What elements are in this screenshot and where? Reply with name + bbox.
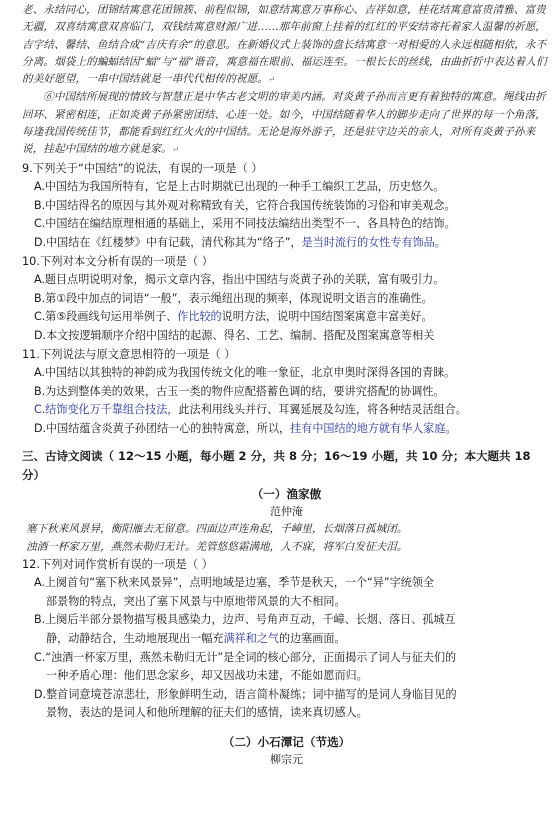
- option-text: 静，动静结合，生动地展现出一幅充: [46, 631, 224, 645]
- option-d: D.整首词意境苍凉悲壮，形象鲜明生动，语言简朴凝练；词中描写的是词人身临目见的: [34, 687, 457, 701]
- option-text-highlight: 挂有中国结的地方就有华人家庭。: [290, 421, 457, 435]
- option-text: 的边塞画面。: [279, 631, 346, 645]
- poem-title: （一）渔家傲: [251, 486, 322, 501]
- poem-block: [22, 485, 551, 556]
- option-text: D.中国结蕴含炎黄子孙团结一心的独特寓意，所以，: [34, 421, 291, 435]
- option-a: A.中国结以其独特的神韵成为我国传统文化的唯一象征，北京申奥时深得各国的青睐。: [34, 366, 456, 380]
- article-paragraph-6: [22, 89, 551, 159]
- question-stem: 9.下列关于“中国结”的说法，有误的一项是（ ）: [22, 161, 263, 175]
- option-a-continued: 部景物的特点，突出了塞下风景与中原地带风景的大不相同。: [46, 594, 346, 608]
- option-c: [22, 308, 551, 327]
- poem-author: 范仲淹: [270, 504, 303, 518]
- option-text-highlight: 满祥和之气: [223, 631, 279, 645]
- question-9: [22, 160, 551, 253]
- question-11: [22, 346, 551, 439]
- option-text: 说明方法，说明中国结图案寓意丰富美好。: [221, 310, 433, 324]
- option-a: A.中国结为我国所特有，它是上古时期就已出现的一种手工编织工艺品，历史悠久。: [34, 180, 445, 194]
- option-a: A.上阕首句“塞下秋来风景异”，点明地域是边塞，季节是秋天，一个“异”字统领全: [34, 576, 435, 590]
- option-text-highlight: 是当时流行的女性专有饰品。: [301, 236, 446, 250]
- question-stem: 12.下列对词作赏析有误的一项是（ ）: [22, 557, 214, 571]
- option-b: B.中国结得名的原因与其外观对称精致有关，它符合我国传统装饰的习俗和审美观念。: [34, 198, 456, 212]
- option-b: B.第①段中加点的词语“一般”，表示绳纽出现的频率，体现说明文语言的准确性。: [34, 291, 433, 305]
- option-d: [22, 234, 551, 253]
- option-c: C.中国结在编结原理相通的基础上，采用不同技法编结出类型不一、各具特色的结饰。: [34, 217, 456, 231]
- article-paragraph-5: [22, 2, 551, 89]
- option-d-continued: 景物，表达的是词人和他所理解的征夫们的感情，读来真切感人。: [46, 706, 368, 720]
- option-b: B.为达到整体美的效果，古玉一类的物件应配搭蓄色调的结，要讲究搭配的协调性。: [34, 384, 445, 398]
- paragraph-text: 老、永结同心，团锦结寓意花团锦簇、前程似锦，如意结寓意万事称心、吉祥如意，桂花结寓意富贵清雅、富贵无疆，双喜结寓意双喜临门，双钱结寓意财源广进……那年前窗上挂着的红红的平安结寄托着家人温馨的祈愿，吉字结、馨结、鱼结合成“吉庆有余”的意思。在新婚仪式上装饰的盘长结寓意一对相爱的人永远相随相依，永不分离。烟袋上的蝙蝠结因“蝠”与“福”谐音，寓意福在眼前、福运连至。一根长长的丝线，由曲折折中表达着人们的美好愿望，一串中国结就是一串代代相传的祝愿。: [22, 4, 547, 86]
- option-c: C.“浊酒一杯家万里，燕然未勒归无计”是全词的核心部分，正面揭示了词人与征夫们的: [34, 650, 457, 664]
- option-a: A.题目点明说明对象，揭示文章内容，指出中国结与炎黄子孙的关联，富有吸引力。: [34, 273, 445, 287]
- prose-title: （二）小石潭记（节选）: [222, 734, 351, 749]
- option-text: D.中国结在《红楼梦》中有记载，清代称其为“络子”，: [34, 236, 302, 250]
- option-c: [22, 401, 551, 420]
- question-stem: 11.下列说法与原文意思相符的一项是（ ）: [22, 347, 236, 361]
- option-text-highlight: 作比较的: [177, 310, 222, 324]
- option-text: 此法利用线头并行、耳翼延展及勾连，将各种结灵活组合。: [178, 403, 467, 417]
- poem-line: 浊酒一杯家万里，燕然未勒归无计。羌管悠悠霜满地，人不寐，将军白发征夫泪。: [26, 540, 408, 553]
- paragraph-text: ⑥中国结所展现的情致与智慧正是中华古老文明的审美内涵。对炎黄子孙而言更有着独特的寓意。绳线由折回环、紧密相连，正如炎黄子孙紧密团结、心连一处。如今，中国结随着华人的脚步走向了世界的每一个角落，每逢我国传统佳节，都能看到红红火火的中国结。无论是海外游子，还是驻守边关的亲人，对所有炎黄子孙来说，挂起中国结的地方就是家。: [22, 91, 546, 156]
- option-b: B.上阕后半部分景物描写极具感染力，边声、号角声互动，千嶂、长烟、落日、孤城互: [34, 613, 456, 627]
- return-mark: ↵: [267, 75, 276, 86]
- option-d: D.本文按逻辑顺序介绍中国结的起源、得名、工艺、编制、搭配及图案寓意等相关: [34, 329, 435, 343]
- question-10: [22, 253, 551, 346]
- option-text-highlight: C.结饰变化万千靠组合技法，: [34, 403, 179, 417]
- option-c-continued: 一种矛盾心理：他们思念家乡，却又因战功未建，不能如愿而归。: [46, 669, 368, 683]
- question-12: [22, 556, 551, 723]
- question-stem: 10.下列对本文分析有误的一项是（ ）: [22, 254, 214, 268]
- option-text: C.第⑤段画线句运用举例子、: [34, 310, 178, 324]
- option-d: [22, 420, 551, 439]
- poem-line: 塞下秋来风景异，衡阳雁去无留意。四面边声连角起，千嶂里，长烟落日孤城闭。: [26, 522, 408, 535]
- return-mark: ↵: [171, 145, 180, 156]
- prose-author: 柳宗元: [270, 752, 303, 766]
- section-heading: 三、古诗文阅读（ 12～15 小题，每小题 2 分，共 8 分；16～19 小题，共 10 分；本大题共 18 分）: [22, 448, 531, 482]
- option-b-continued: [22, 630, 551, 649]
